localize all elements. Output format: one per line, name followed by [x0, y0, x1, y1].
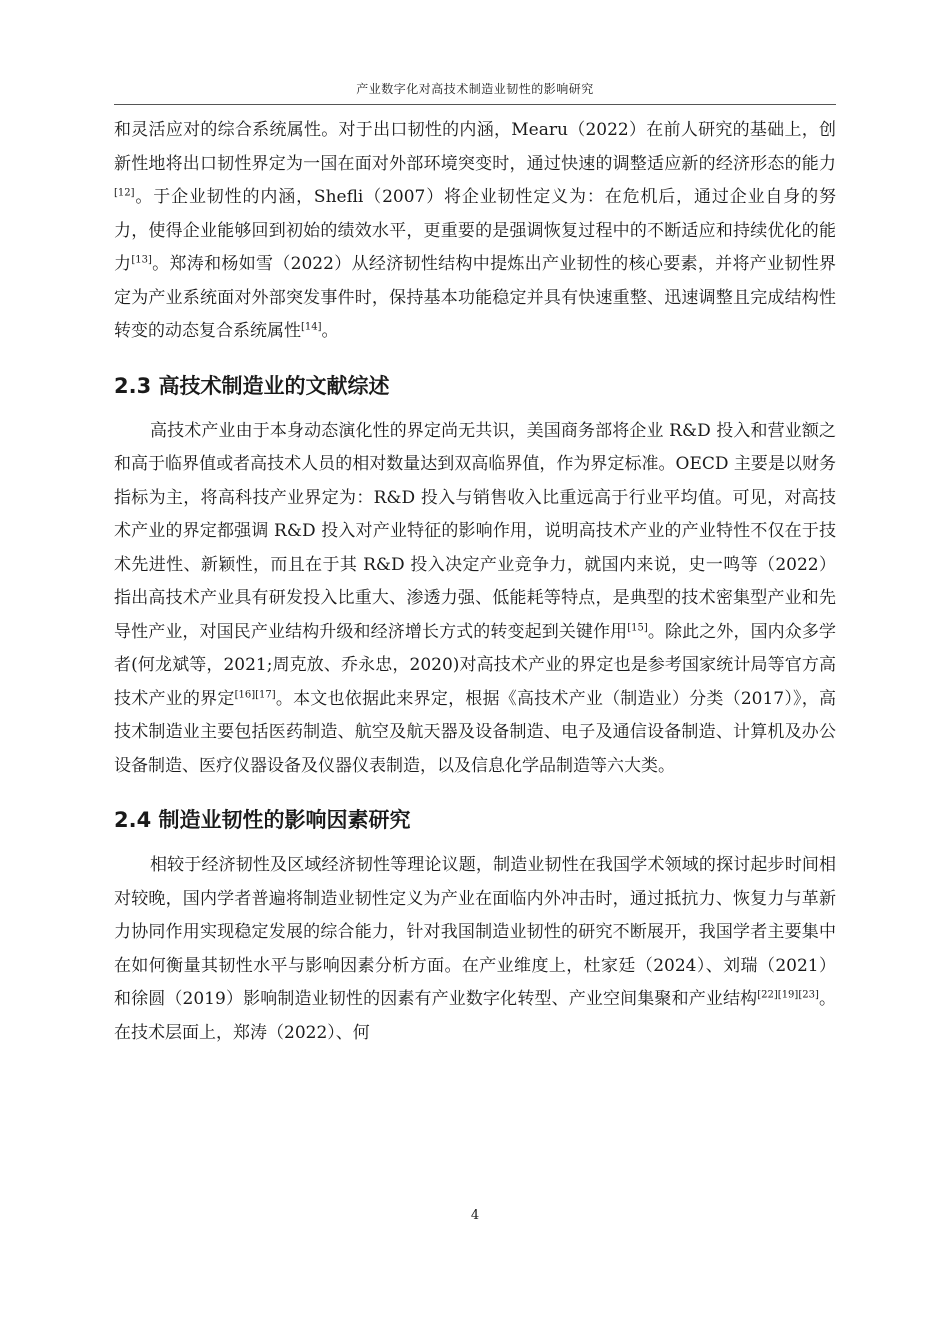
citation-superscript: [13] — [131, 254, 152, 266]
paragraph-resilience-factors — [114, 849, 836, 1050]
paragraph-text: 。于企业韧性的内涵，Shefli（2007）将企业韧性定义为：在危机后，通过企业自身的努力，使得企业能够回到初始的绩效水平，更重要的是强调恢复过程中的不断适应和持续优化的能力 — [114, 187, 836, 274]
header-rule — [114, 104, 836, 105]
paragraph-text: 高技术产业由于本身动态演化性的界定尚无共识，美国商务部将企业 R&D 投入和营业额之和高于临界值或者高技术人员的相对数量达到双高临界值，作为界定标准。OECD 主要是以财务指标为主，将高科技产业界定为：R&D 投入与销售收入比重远高于行业平均值。可见，对高技术产业的界定都强调 R&D 投入对产业特征的影响作用，说明高技术产业的产业特性不仅在于技术先进性、新颖性，而且在于其 R&D 投入决定产业竞争力，就国内来说，史一鸣等（2022）指出高技术产业具有研发投入比重大、渗透力强、低能耗等特点，是典型的技术密集型产业和先导性产业，对国民产业结构升级和经济增长方式的转变起到关键作用 — [114, 420, 836, 642]
citation-superscript: [14] — [301, 321, 322, 333]
section-heading-2-3: 2.3 高技术制造业的文献综述 — [114, 373, 390, 398]
citation-superscript: [22][19][23] — [757, 989, 819, 1001]
citation-superscript: [16][17] — [234, 688, 276, 700]
citation-superscript: [12] — [114, 187, 135, 199]
paragraph-text: 相较于经济韧性及区域经济韧性等理论议题，制造业韧性在我国学术领域的探讨起步时间相对较晚，国内学者普遍将制造业韧性定义为产业在面临内外冲击时，通过抵抗力、恢复力与革新力协同作用实现稳定发展的综合能力，针对我国制造业韧性的研究不断展开，我国学者主要集中在如何衡量其韧性水平与影响因素分析方面。在产业维度上，杜家廷（2024）、刘瑞（2021）和徐圆（2019）影响制造业韧性的因素有产业数字化转型、产业空间集聚和产业结构 — [114, 855, 836, 1009]
paragraph-high-tech-review — [114, 415, 836, 784]
paragraph-text: 。本文也依据此来界定，根据《高技术产业（制造业）分类（2017）》，高技术制造业主要包括医药制造、航空及航天器及设备制造、电子及通信设备制造、计算机及办公设备制造、医疗仪器设备及仪器仪表制造，以及信息化学品制造等六大类。 — [114, 688, 837, 776]
paragraph-text: 。郑涛和杨如雪（2022）从经济韧性结构中提炼出产业韧性的核心要素，并将产业韧性界定为产业系统面对外部突发事件时，保持基本功能稳定并具有快速重整、迅速调整且完成结构性转变的动态复合系统属性 — [114, 254, 837, 341]
citation-superscript: [15] — [627, 621, 648, 633]
paragraph-text: 。 — [321, 321, 339, 341]
paragraph-text: 和灵活应对的综合系统属性。对于出口韧性的内涵，Mearu（2022）在前人研究的基础上，创新性地将出口韧性界定为一国在面对外部环境突变时，通过快速的调整适应新的经济形态的能力 — [114, 120, 836, 174]
running-header: 产业数字化对高技术制造业韧性的影响研究 — [356, 82, 594, 96]
paragraph-text: 。除此之外，国内众多学者(何龙斌等，2021;周克放、乔永忠，2020)对高技术产业的界定也是参考国家统计局等官方高技术产业的界定 — [114, 621, 837, 709]
paragraph-text: 。在技术层面上，郑涛（2022）、何 — [114, 989, 836, 1043]
page-body — [114, 114, 836, 1050]
page-number: 4 — [470, 1208, 480, 1223]
paragraph-continued — [114, 114, 836, 349]
section-heading-2-4: 2.4 制造业韧性的影响因素研究 — [114, 808, 411, 832]
